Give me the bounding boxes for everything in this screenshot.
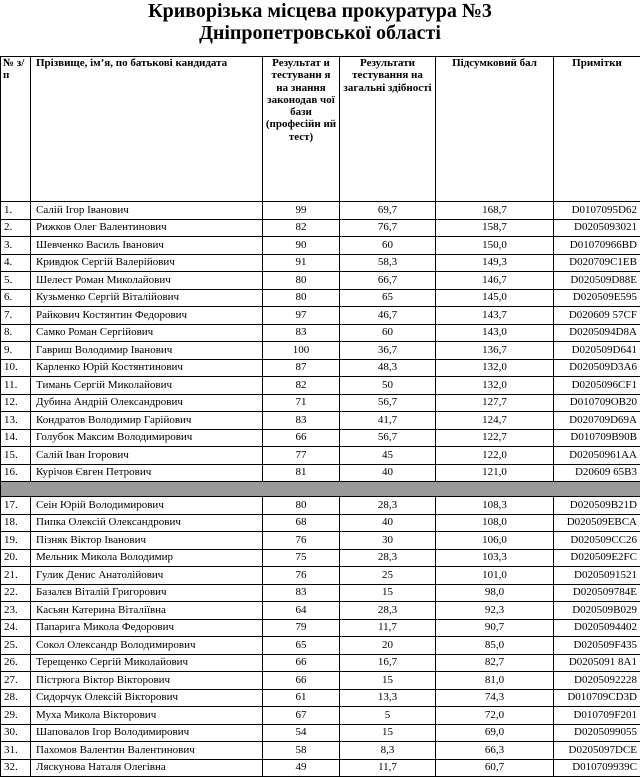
candidate-code: D020509E595 (554, 289, 640, 307)
general-test-score: 11,7 (340, 619, 436, 637)
law-test-score: 76 (263, 532, 340, 550)
table-row (1, 447, 640, 465)
candidate-code: D20609 65B3 (554, 464, 640, 482)
total-score: 74,3 (436, 689, 554, 707)
law-test-score: 99 (263, 202, 340, 220)
total-score: 103,3 (436, 549, 554, 567)
table-row (1, 429, 640, 447)
law-test-score: 91 (263, 254, 340, 272)
table-row (1, 602, 640, 620)
law-test-score: 80 (263, 497, 340, 515)
candidate-name: Тимань Сергій Миколайович (31, 377, 263, 395)
row-number: 24. (1, 619, 31, 637)
header-number: № з/п (1, 57, 31, 202)
table-row (1, 707, 640, 725)
candidate-name: Ляскунова Наталя Олегівна (31, 759, 263, 777)
candidate-name: Касьян Катерина Віталіївна (31, 602, 263, 620)
table-row (1, 637, 640, 655)
table-row (1, 742, 640, 760)
total-score: 85,0 (436, 637, 554, 655)
table-row (1, 307, 640, 325)
general-test-score: 76,7 (340, 219, 436, 237)
row-number: 11. (1, 377, 31, 395)
candidate-code: D020509B029 (554, 602, 640, 620)
row-number: 6. (1, 289, 31, 307)
candidate-code: D020709D69A (554, 412, 640, 430)
candidate-code: D0205094402 (554, 619, 640, 637)
row-number: 29. (1, 707, 31, 725)
table-row (1, 689, 640, 707)
candidate-code: D010709F201 (554, 707, 640, 725)
law-test-score: 49 (263, 759, 340, 777)
table-row (1, 377, 640, 395)
candidate-code: D020509F435 (554, 637, 640, 655)
law-test-score: 97 (263, 307, 340, 325)
row-number: 22. (1, 584, 31, 602)
table-row (1, 219, 640, 237)
candidate-name: Райкович Костянтин Федорович (31, 307, 263, 325)
general-test-score: 25 (340, 567, 436, 585)
total-score: 60,7 (436, 759, 554, 777)
row-number: 17. (1, 497, 31, 515)
row-number: 8. (1, 324, 31, 342)
total-score: 149,3 (436, 254, 554, 272)
total-score: 92,3 (436, 602, 554, 620)
results-table (0, 56, 640, 777)
candidate-name: Мельник Микола Володимир (31, 549, 263, 567)
candidate-name: Рижков Олег Валентинович (31, 219, 263, 237)
total-score: 69,0 (436, 724, 554, 742)
row-number: 16. (1, 464, 31, 482)
general-test-score: 60 (340, 237, 436, 255)
title-line-2: Дніпропетровської області (0, 22, 640, 44)
candidate-code: D020509E2FC (554, 549, 640, 567)
table-row (1, 514, 640, 532)
row-number: 7. (1, 307, 31, 325)
group-separator (1, 482, 640, 497)
table-row (1, 584, 640, 602)
header-total-score: Підсумковий бал (436, 57, 554, 202)
row-number: 27. (1, 672, 31, 690)
table-row (1, 237, 640, 255)
general-test-score: 65 (340, 289, 436, 307)
total-score: 132,0 (436, 377, 554, 395)
table-row (1, 202, 640, 220)
candidate-code: D0205091 8A1 (554, 654, 640, 672)
candidate-name: Пипка Олексій Олександрович (31, 514, 263, 532)
table-row (1, 464, 640, 482)
total-score: 150,0 (436, 237, 554, 255)
table-header-row (1, 57, 640, 202)
total-score: 143,7 (436, 307, 554, 325)
total-score: 98,0 (436, 584, 554, 602)
candidate-code: D020509D88E (554, 272, 640, 290)
title-line-1: Криворізька місцева прокуратура №3 (0, 0, 640, 22)
candidate-code: D020509D641 (554, 342, 640, 360)
general-test-score: 45 (340, 447, 436, 465)
header-law-test: Результат и тестуванн я на знання законодав чої бази (професійн ий тест) (263, 57, 340, 202)
candidate-code: D0205096CF1 (554, 377, 640, 395)
candidate-name: Пістрюга Віктор Вікторович (31, 672, 263, 690)
general-test-score: 50 (340, 377, 436, 395)
row-number: 30. (1, 724, 31, 742)
general-test-score: 28,3 (340, 549, 436, 567)
general-test-score: 30 (340, 532, 436, 550)
general-test-score: 8,3 (340, 742, 436, 760)
table-row (1, 549, 640, 567)
candidate-code: D020509EBCA (554, 514, 640, 532)
candidate-name: Базалєв Віталій Григорович (31, 584, 263, 602)
general-test-score: 69,7 (340, 202, 436, 220)
candidate-code: D020509B21D (554, 497, 640, 515)
general-test-score: 13,3 (340, 689, 436, 707)
header-notes: Примітки (554, 57, 640, 202)
row-number: 21. (1, 567, 31, 585)
total-score: 108,3 (436, 497, 554, 515)
candidate-name: Шевченко Василь Іванович (31, 237, 263, 255)
law-test-score: 83 (263, 584, 340, 602)
candidate-code: D010709CD3D (554, 689, 640, 707)
candidate-name: Кузьменко Сергій Віталійович (31, 289, 263, 307)
row-number: 32. (1, 759, 31, 777)
total-score: 82,7 (436, 654, 554, 672)
candidate-code: D0205092228 (554, 672, 640, 690)
total-score: 90,7 (436, 619, 554, 637)
row-number: 13. (1, 412, 31, 430)
candidate-name: Шаповалов Ігор Володимирович (31, 724, 263, 742)
law-test-score: 82 (263, 377, 340, 395)
row-number: 5. (1, 272, 31, 290)
total-score: 106,0 (436, 532, 554, 550)
candidate-name: Пахомов Валентин Валентинович (31, 742, 263, 760)
candidate-name: Салій Ігор Іванович (31, 202, 263, 220)
candidate-name: Кривдюк Сергій Валерійович (31, 254, 263, 272)
candidate-name: Голубок Максим Володимирович (31, 429, 263, 447)
row-number: 31. (1, 742, 31, 760)
law-test-score: 77 (263, 447, 340, 465)
general-test-score: 5 (340, 707, 436, 725)
candidate-code: D0205091521 (554, 567, 640, 585)
general-test-score: 15 (340, 584, 436, 602)
law-test-score: 64 (263, 602, 340, 620)
candidate-code: D0205099055 (554, 724, 640, 742)
candidate-code: D0205093021 (554, 219, 640, 237)
law-test-score: 68 (263, 514, 340, 532)
candidate-name: Папарига Микола Федорович (31, 619, 263, 637)
row-number: 25. (1, 637, 31, 655)
total-score: 101,0 (436, 567, 554, 585)
general-test-score: 15 (340, 724, 436, 742)
row-number: 19. (1, 532, 31, 550)
table-row (1, 254, 640, 272)
row-number: 3. (1, 237, 31, 255)
table-row (1, 359, 640, 377)
law-test-score: 71 (263, 394, 340, 412)
candidate-name: Сидорчук Олексій Вікторович (31, 689, 263, 707)
table-row (1, 412, 640, 430)
law-test-score: 83 (263, 412, 340, 430)
candidate-code: D010709OB20 (554, 394, 640, 412)
candidate-name: Шелест Роман Миколайович (31, 272, 263, 290)
total-score: 145,0 (436, 289, 554, 307)
general-test-score: 28,3 (340, 602, 436, 620)
general-test-score: 60 (340, 324, 436, 342)
general-test-score: 48,3 (340, 359, 436, 377)
table-row (1, 342, 640, 360)
total-score: 122,7 (436, 429, 554, 447)
candidate-code: D0205097DCE (554, 742, 640, 760)
total-score: 158,7 (436, 219, 554, 237)
row-number: 12. (1, 394, 31, 412)
row-number: 9. (1, 342, 31, 360)
general-test-score: 66,7 (340, 272, 436, 290)
total-score: 143,0 (436, 324, 554, 342)
candidate-name: Гулик Денис Анатолійович (31, 567, 263, 585)
table-row (1, 654, 640, 672)
general-test-score: 11,7 (340, 759, 436, 777)
total-score: 122,0 (436, 447, 554, 465)
header-general-test: Результати тестування на загальні здібності (340, 57, 436, 202)
law-test-score: 67 (263, 707, 340, 725)
candidate-name: Пізняк Віктор Іванович (31, 532, 263, 550)
table-row (1, 724, 640, 742)
row-number: 15. (1, 447, 31, 465)
table-row (1, 289, 640, 307)
total-score: 168,7 (436, 202, 554, 220)
general-test-score: 20 (340, 637, 436, 655)
total-score: 132,0 (436, 359, 554, 377)
candidate-name: Салій Іван Ігорович (31, 447, 263, 465)
general-test-score: 58,3 (340, 254, 436, 272)
table-body (1, 202, 640, 777)
general-test-score: 56,7 (340, 394, 436, 412)
row-number: 2. (1, 219, 31, 237)
candidate-code: D020509CC26 (554, 532, 640, 550)
general-test-score: 46,7 (340, 307, 436, 325)
candidate-name: Сеін Юрій Володимирович (31, 497, 263, 515)
law-test-score: 80 (263, 289, 340, 307)
total-score: 124,7 (436, 412, 554, 430)
total-score: 81,0 (436, 672, 554, 690)
total-score: 72,0 (436, 707, 554, 725)
candidate-name: Гавриш Володимир Іванович (31, 342, 263, 360)
law-test-score: 80 (263, 272, 340, 290)
general-test-score: 28,3 (340, 497, 436, 515)
general-test-score: 41,7 (340, 412, 436, 430)
law-test-score: 79 (263, 619, 340, 637)
law-test-score: 58 (263, 742, 340, 760)
candidate-code: D020609 57CF (554, 307, 640, 325)
row-number: 23. (1, 602, 31, 620)
table-row (1, 567, 640, 585)
total-score: 121,0 (436, 464, 554, 482)
law-test-score: 66 (263, 672, 340, 690)
law-test-score: 66 (263, 429, 340, 447)
header-name: Прізвище, ім’я, по батькові кандидата (31, 57, 263, 202)
general-test-score: 40 (340, 464, 436, 482)
candidate-name: Терещенко Сергій Миколайович (31, 654, 263, 672)
candidate-name: Курічов Євген Петрович (31, 464, 263, 482)
general-test-score: 36,7 (340, 342, 436, 360)
candidate-name: Самко Роман Сергійович (31, 324, 263, 342)
law-test-score: 83 (263, 324, 340, 342)
law-test-score: 65 (263, 637, 340, 655)
general-test-score: 56,7 (340, 429, 436, 447)
row-number: 1. (1, 202, 31, 220)
row-number: 28. (1, 689, 31, 707)
general-test-score: 40 (340, 514, 436, 532)
candidate-name: Карленко Юрій Костянтинович (31, 359, 263, 377)
separator-bar (1, 482, 640, 497)
law-test-score: 100 (263, 342, 340, 360)
candidate-code: D020509D3A6 (554, 359, 640, 377)
candidate-code: D020709C1EB (554, 254, 640, 272)
document-title (0, 0, 640, 48)
law-test-score: 90 (263, 237, 340, 255)
row-number: 20. (1, 549, 31, 567)
law-test-score: 81 (263, 464, 340, 482)
law-test-score: 87 (263, 359, 340, 377)
law-test-score: 66 (263, 654, 340, 672)
table-row (1, 497, 640, 515)
law-test-score: 75 (263, 549, 340, 567)
row-number: 10. (1, 359, 31, 377)
candidate-code: D02050961AA (554, 447, 640, 465)
candidate-code: D0107095D62 (554, 202, 640, 220)
candidate-code: D01070966BD (554, 237, 640, 255)
table-row (1, 272, 640, 290)
table-row (1, 394, 640, 412)
total-score: 127,7 (436, 394, 554, 412)
law-test-score: 76 (263, 567, 340, 585)
total-score: 108,0 (436, 514, 554, 532)
candidate-name: Сокол Олександр Володимирович (31, 637, 263, 655)
law-test-score: 82 (263, 219, 340, 237)
row-number: 26. (1, 654, 31, 672)
general-test-score: 15 (340, 672, 436, 690)
table-row (1, 324, 640, 342)
candidate-code: D0205094D8A (554, 324, 640, 342)
table-row (1, 619, 640, 637)
candidate-code: D010709B90B (554, 429, 640, 447)
table-row (1, 672, 640, 690)
total-score: 66,3 (436, 742, 554, 760)
law-test-score: 61 (263, 689, 340, 707)
candidate-name: Муха Микола Вікторович (31, 707, 263, 725)
general-test-score: 16,7 (340, 654, 436, 672)
candidate-name: Дубина Андрій Олександрович (31, 394, 263, 412)
total-score: 136,7 (436, 342, 554, 360)
row-number: 18. (1, 514, 31, 532)
table-row (1, 532, 640, 550)
total-score: 146,7 (436, 272, 554, 290)
law-test-score: 54 (263, 724, 340, 742)
table-row (1, 759, 640, 777)
candidate-name: Кондратов Володимир Гарійович (31, 412, 263, 430)
row-number: 14. (1, 429, 31, 447)
row-number: 4. (1, 254, 31, 272)
candidate-code: D010709939C (554, 759, 640, 777)
candidate-code: D020509784E (554, 584, 640, 602)
